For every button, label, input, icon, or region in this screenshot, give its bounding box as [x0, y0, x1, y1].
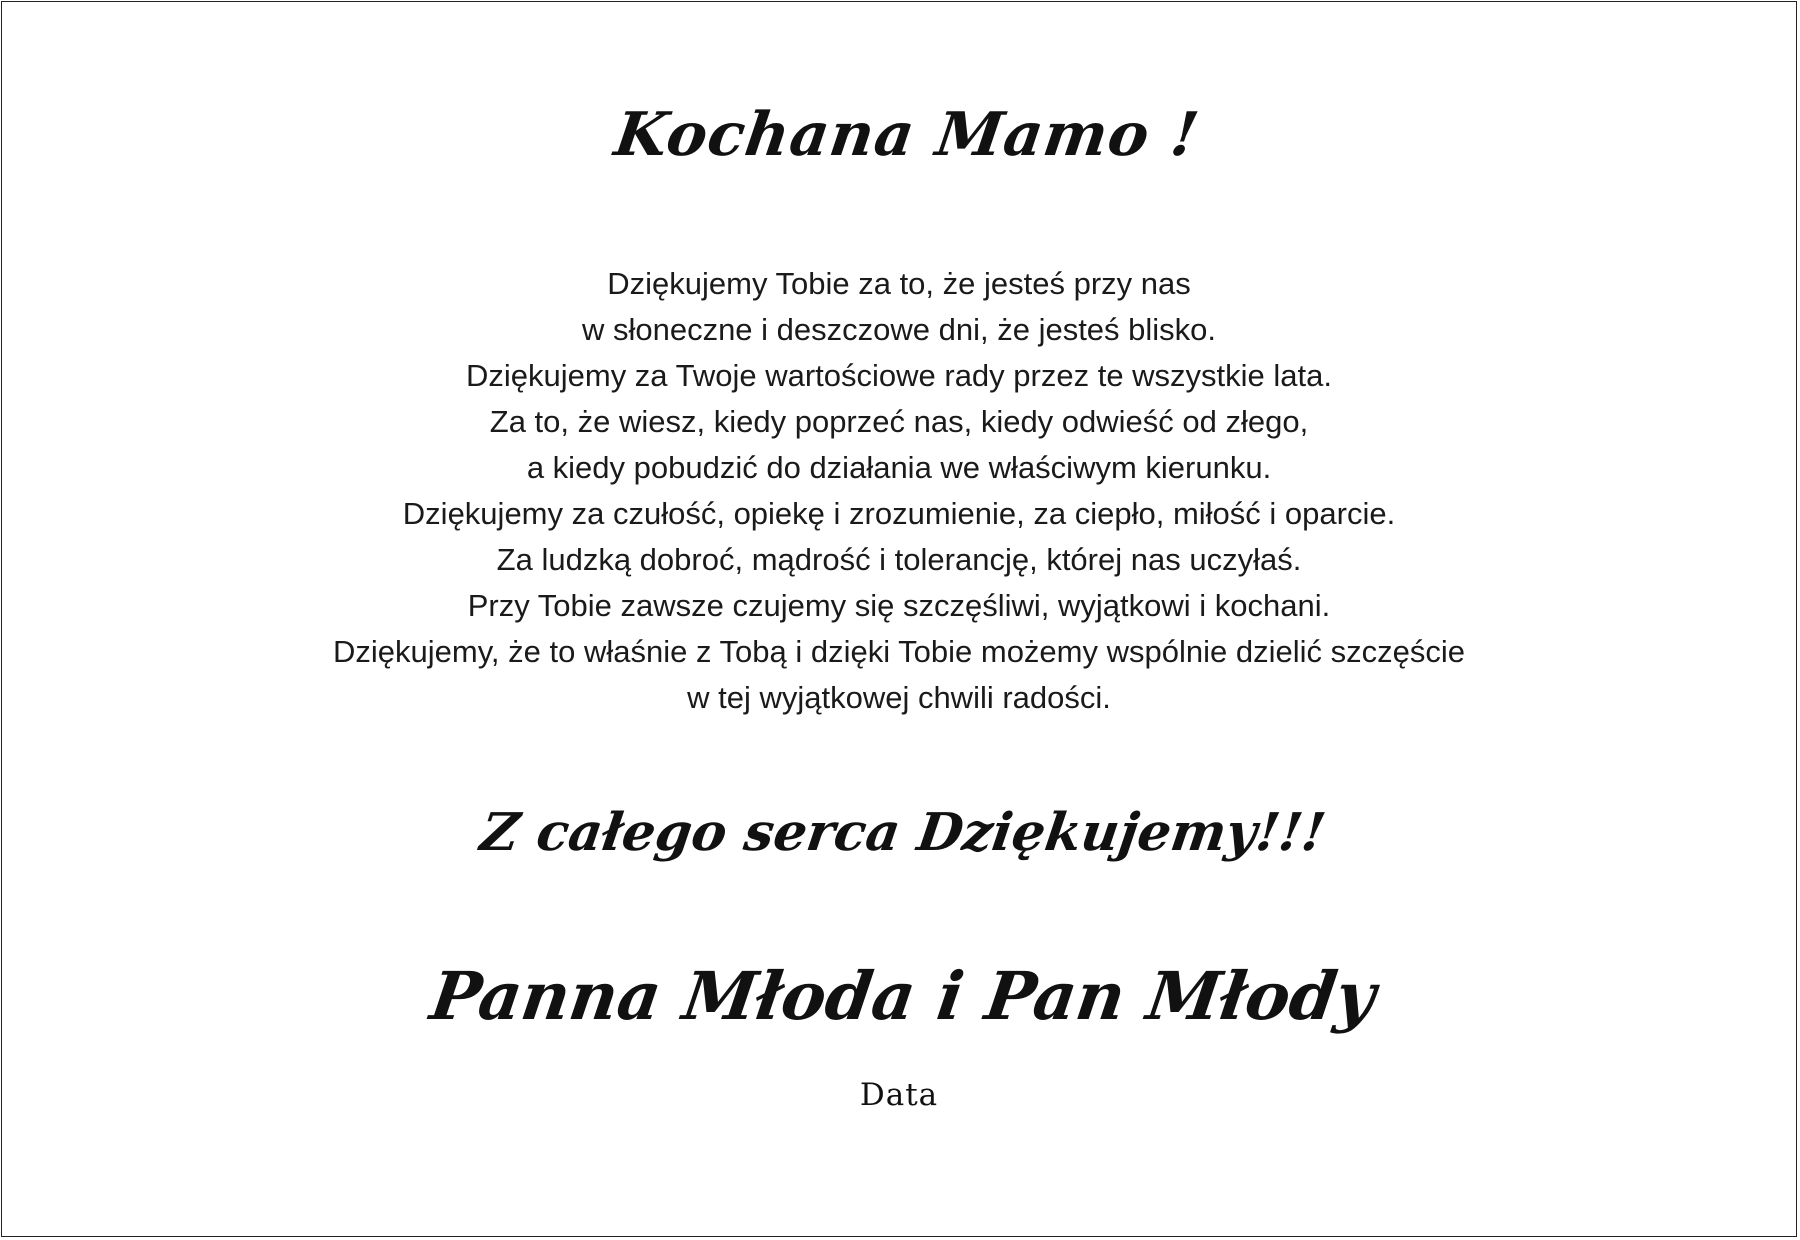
- message-body: [2, 261, 1796, 721]
- thank-you-card: [1, 1, 1797, 1237]
- thanks-heading: Z całego serca Dziękujemy!!!: [476, 802, 1330, 863]
- message-line: Za ludzką dobroć, mądrość i tolerancję, której nas uczyłaś.: [496, 542, 1302, 577]
- message-line: Za to, że wiesz, kiedy poprzeć nas, kiedy odwieść od złego,: [489, 404, 1309, 439]
- message-line: w słoneczne i deszczowe dni, że jesteś blisko.: [581, 312, 1217, 347]
- message-line: Dziękujemy za Twoje wartościowe rady przez te wszystkie lata.: [465, 358, 1333, 393]
- message-line: Dziękujemy Tobie za to, że jesteś przy nas: [607, 266, 1191, 301]
- message-line: Przy Tobie zawsze czujemy się szczęśliwi, wyjątkowi i kochani.: [467, 588, 1331, 623]
- signature: Panna Młoda i Pan Młody: [425, 957, 1381, 1035]
- date-label: Data: [859, 1077, 939, 1113]
- message-line: w tej wyjątkowej chwili radości.: [687, 680, 1111, 715]
- greeting-heading: Kochana Mamo !: [610, 100, 1204, 170]
- message-line: Dziękujemy za czułość, opiekę i zrozumienie, za ciepło, miłość i oparcie.: [402, 496, 1396, 531]
- message-line: a kiedy pobudzić do działania we właściwym kierunku.: [526, 450, 1272, 485]
- message-line: Dziękujemy, że to właśnie z Tobą i dzięki Tobie możemy wspólnie dzielić szczęście: [333, 634, 1465, 669]
